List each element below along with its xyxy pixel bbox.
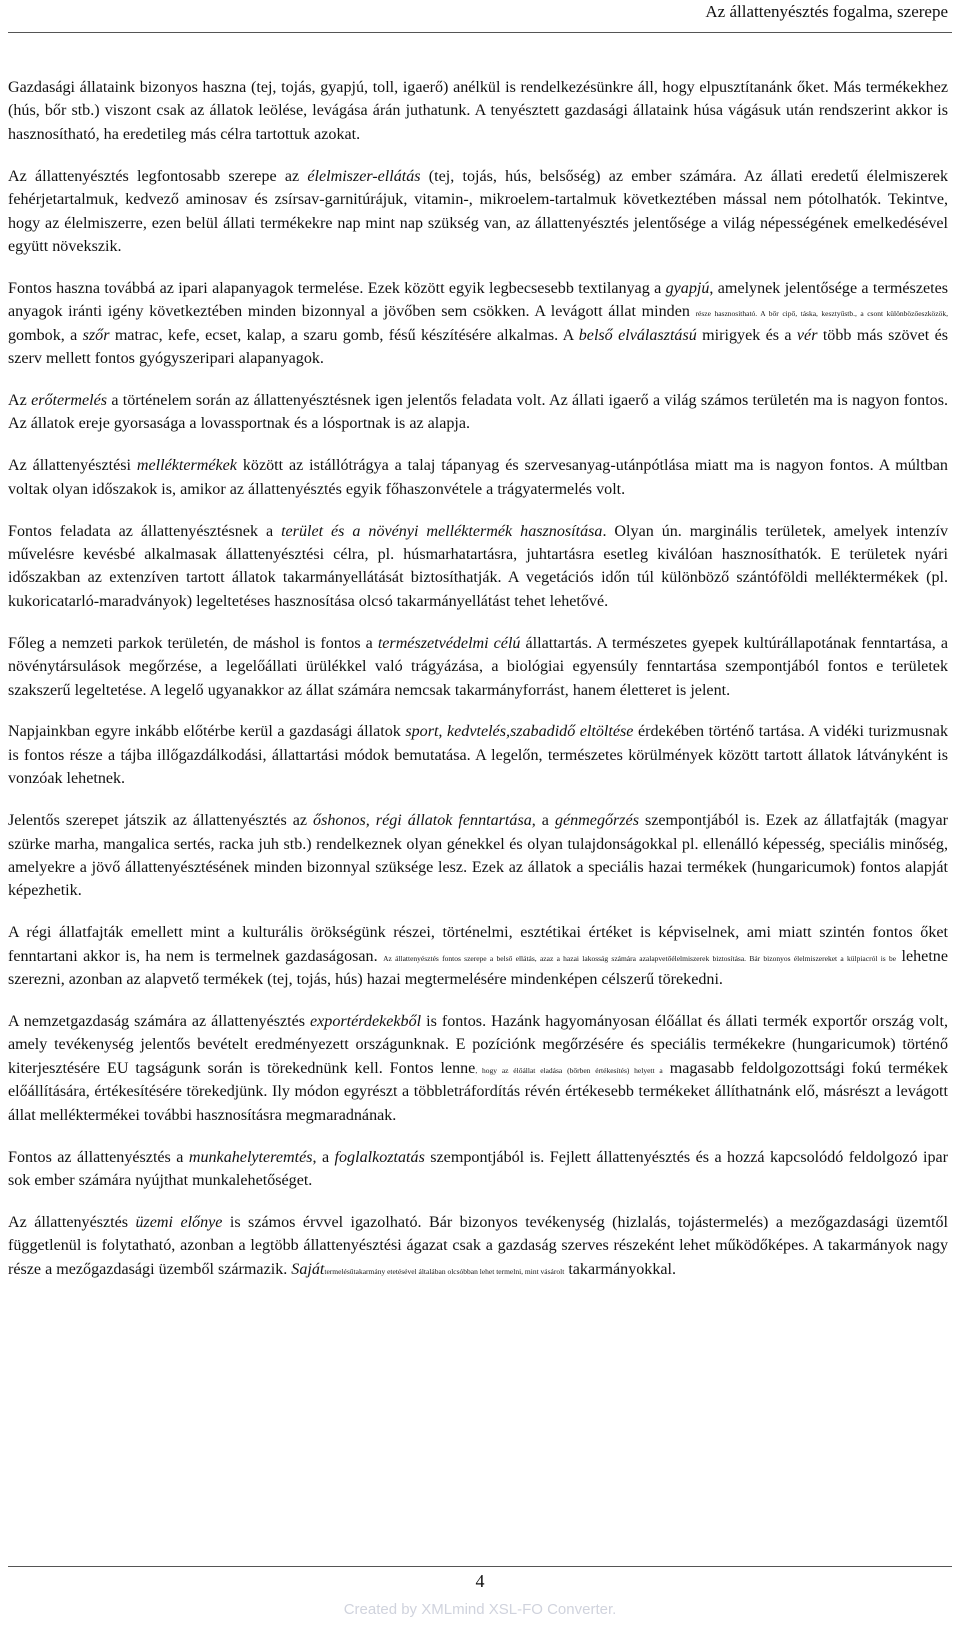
paragraph-text: (tej, tojás, hús, belsőség) az ember számára. Az állati eredetű élelmiszerek fehérjetartalmuk, kedvező aminosav és zsírsav-garnitúrájuk, vitamin-, mikroelem-tartalmuk következtében mással nem pótolhatók. Tekintve, hogy az élelmiszerre, ezen belül állati termékekre nap mint nap szükség van, az állattenyésztés jelentősége a világ népességének emelkedésével együtt növekszik. <box>8 167 948 255</box>
running-header: Az állattenyésztés fogalma, szerepe <box>705 2 948 21</box>
emphasis-text: melléktermékek <box>136 457 237 475</box>
emphasis-text: üzemi előnye <box>135 1213 223 1231</box>
paragraph <box>8 277 948 371</box>
emphasis-text: szőr <box>82 326 110 344</box>
emphasis-text: foglalkoztatás <box>334 1148 425 1166</box>
paragraph-text: lehetne szerezni, azonban az alapvető termékek (tej, tojás, hús) hazai megtermelésére mindenképen célszerű törekedni. <box>8 947 948 989</box>
paragraph <box>8 454 948 501</box>
paragraph-text: Jelentős szerepet játszik az állattenyésztés az <box>8 812 314 830</box>
paragraph-text: között az istállótrágya a talaj tápanyag és szervesanyag-utánpótlása miatt ma is nagyon fontos. A múltban voltak olyan időszakok is, amikor az állattenyésztés egyik főhaszonvétele a trágyatermelés volt. <box>8 457 948 498</box>
paragraph-text: Napjainkban egyre inkább előtérbe kerül a gazdasági állatok <box>8 723 406 741</box>
paragraph-text: Fontos az állattenyésztés a <box>8 1148 189 1166</box>
paragraph-text: a történelem során az állattenyésztésnek igen jelentős feladata volt. Az állati igaerő a világ számos területén ma is nagyon fontos. Az állatok ereje gyorsasága a lovassportnak és a lósportnak is az alapja. <box>8 391 948 433</box>
paragraph-text: . Olyan ún. marginális területek, amelyek intenzív művelésre kevésbé alkalmasak állattenyésztési célra, pl. húsmarhatartásra, juhtartásra esetleg kiválóan hasznosíthatók. E területek nyári időszakban az extenzíven tartott állatok takarmányellátását biztosíthatják. A vegetációs időn túl különböző szántóföldi melléktermékek (pl. kukoricatarló-maradványok) legeltetéses hasznosítása olcsó takarmányellátást tehet lehetővé. <box>8 522 948 610</box>
small-print-text: , hogy az élőállat eladása (bőrben értékesítés) helyett a <box>475 1065 663 1075</box>
paragraph-text: Az állattenyésztés legfontosabb szerepe az <box>8 167 308 185</box>
paragraph-text: Gazdasági állataink bizonyos haszna (tej, tojás, gyapjú, toll, igaerő) anélkül is rendelkezésünkre áll, hogy elpusztítanánk őket. Más termékekhez (hús, bőr stb.) viszont csak az állatok leölése, levágása árán juthatunk. A tenyésztett gazdasági állataink húsa vágásuk után rendszerint akkor is hasznosítható, ha eredetileg más célra tartottuk azokat. <box>8 79 948 143</box>
paragraph-text: Fontos feladata az állattenyésztésnek a <box>8 522 282 540</box>
paragraph-text: , a <box>312 1148 335 1166</box>
emphasis-text: vér <box>796 326 818 344</box>
paragraph-text: Az <box>8 391 32 409</box>
header-rule <box>8 32 952 33</box>
emphasis-text: exportérdekekből <box>310 1013 422 1030</box>
paragraph <box>8 809 948 903</box>
emphasis-text: élelmiszer-ellátás <box>307 167 421 185</box>
paragraph <box>8 1211 948 1281</box>
paragraph <box>8 165 948 259</box>
footer-rule <box>8 1566 952 1567</box>
paragraph-text: , amelynek jelentősége a természetes anyagok iránti igény következtében minden bizonnyal a jövőben sem csökken. A levágott állat minden <box>8 279 948 321</box>
paragraph <box>8 720 948 790</box>
paragraph-text: érdekében történő tartása. A vidéki turizmusnak is fontos része a tájba illőgazdálkodási, állattartási módok bemutatása. A legelőn, természetes körülmények között tartott állatok látványként is vonzóak lehetnek. <box>8 723 949 788</box>
emphasis-text: Saját <box>291 1260 325 1278</box>
paragraph-text: A nemzetgazdaság számára az állattenyésztés <box>8 1013 310 1030</box>
paragraph-text: mirigyek és a <box>696 326 797 344</box>
paragraph-text: is fontos. Hazánk hagyományosan élőállat és állati termék exportőr ország volt, amely tevékenység jelentős bevételt eredményezett országunknak. E pozíciónk megőrzésére és speciális termékekre (hungaricumok) történő kiterjesztésére EU tagságunk során is törekednünk kell. Fontos lenne <box>8 1013 948 1077</box>
paragraph-text: Főleg a nemzeti parkok területén, de máshol is fontos a <box>8 634 378 652</box>
paragraph <box>8 76 948 146</box>
paragraph-text: szempontjából is. Fejlett állattenyésztés és a hozzá kapcsolódó feldolgozó ipar sok ember számára nyújthat munkalehetőséget. <box>8 1148 949 1189</box>
paragraph-text: gombok, a <box>8 326 83 344</box>
small-print-text: része hasznosítható. A bőr cipő, táska, kesztyűstb., a csont különbözőeszközök, <box>695 309 948 319</box>
emphasis-text: terület és a növényi melléktermék hasznosítása <box>281 522 603 540</box>
paragraph-text: állattartás. A természetes gyepek kultúrállapotának fenntartása, a növénytársulások megőrzése, a legelőállati ürülékkel való trágyázása, a biológiai egyensúly fenntartása szempontjából fontos e területek szakszerű legeltetése. A legelő ugyanakkor az állat számára nemcsak takarmányforrást, hanem életteret is jelent. <box>8 634 949 699</box>
paragraph-text: matrac, kefe, ecset, kalap, a szaru gomb, fésű készítésére alkalmas. A <box>109 326 579 344</box>
paragraph-text: , a <box>531 812 555 830</box>
paragraph <box>8 1010 948 1127</box>
paragraph-text: takarmányokkal. <box>564 1260 677 1278</box>
paragraph <box>8 632 948 702</box>
page-number: 4 <box>475 1571 485 1591</box>
body-text <box>8 76 948 1300</box>
paragraph-text: is számos érvvel igazolható. Bár bizonyos tevékenység (hizlalás, tojástermelés) a mezőgazdasági üzemtől függetlenül is folytatható, azonban a legtöbb állattenyésztési ágazat csak a gazdaság szerves részeként lehet működőképes. A takarmányok nagy része a mezőgazdasági üzemből származik. <box>8 1213 948 1278</box>
emphasis-text: természetvédelmi célú <box>377 634 521 652</box>
paragraph-text: A régi állatfajták emellett mint a kulturális örökségünk részei, történelmi, esztétikai értéket is képviselnek, ami miatt szintén fontos őket fenntartani akkor is, ha nem is termelnek gazdaságosan. <box>8 924 948 965</box>
emphasis-text: sport, kedvtelés,szabadidő eltöltése <box>405 723 634 741</box>
small-print-text: Az állattenyésztés fontos szerepe a belső ellátás, azaz a hazai lakosság számára azalapvetőélelmiszerek biztosítása. Bár bizonyos élelmiszereket a külpiacról is be <box>383 953 897 963</box>
paragraph-text: magasabb feldolgozottsági fokú termékek előállítására, értékesítésére törekedjünk. Ily módon egyrészt a többletráfordítás révén értékesebb termékeket állíthatnánk elő, másrészt a levágott állat melléktermékei további hasznosításra megmaradnának. <box>8 1059 948 1124</box>
creator-watermark: Created by XMLmind XSL-FO Converter. <box>343 1601 617 1618</box>
emphasis-text: őshonos, régi állatok fenntartása <box>313 812 532 830</box>
emphasis-text: génmegőrzés <box>554 812 639 830</box>
paragraph-text: Fontos haszna továbbá az ipari alapanyagok termelése. Ezek között egyik legbecsesebb textilanyag a <box>8 279 666 297</box>
paragraph-text: több más szövet és szerv mellett fontos gyógyszeripari alapanyagok. <box>8 326 948 368</box>
paragraph-text: Az állattenyésztési <box>8 457 137 475</box>
paragraph <box>8 1146 948 1193</box>
paragraph <box>8 520 948 614</box>
emphasis-text: erőtermelés <box>31 391 108 409</box>
emphasis-text: munkahelyteremtés <box>188 1148 313 1166</box>
paragraph <box>8 921 948 991</box>
emphasis-text: belső elválasztású <box>578 326 697 344</box>
emphasis-text: gyapjú <box>665 279 710 297</box>
paragraph-text: szempontjából is. Ezek az állatfajták (magyar szürke marha, mangalica sertés, racka juh stb.) rendelkeznek olyan génekkel és olyan tulajdonságokkal pl. ellenálló képesség, speciális minőség, amelyekre a jövő állattenyésztésének minden bizonnyal szüksége lesz. Ezek az állatok a speciális hazai termékek (hungaricumok) fontos alapját képezhetik. <box>8 812 949 900</box>
paragraph <box>8 389 948 436</box>
paragraph-text: Az állattenyésztés <box>8 1213 136 1231</box>
small-print-text: termelésűtakarmány etetésével általában olcsóbban lehet termelni, mint vásárolt <box>324 1266 565 1276</box>
